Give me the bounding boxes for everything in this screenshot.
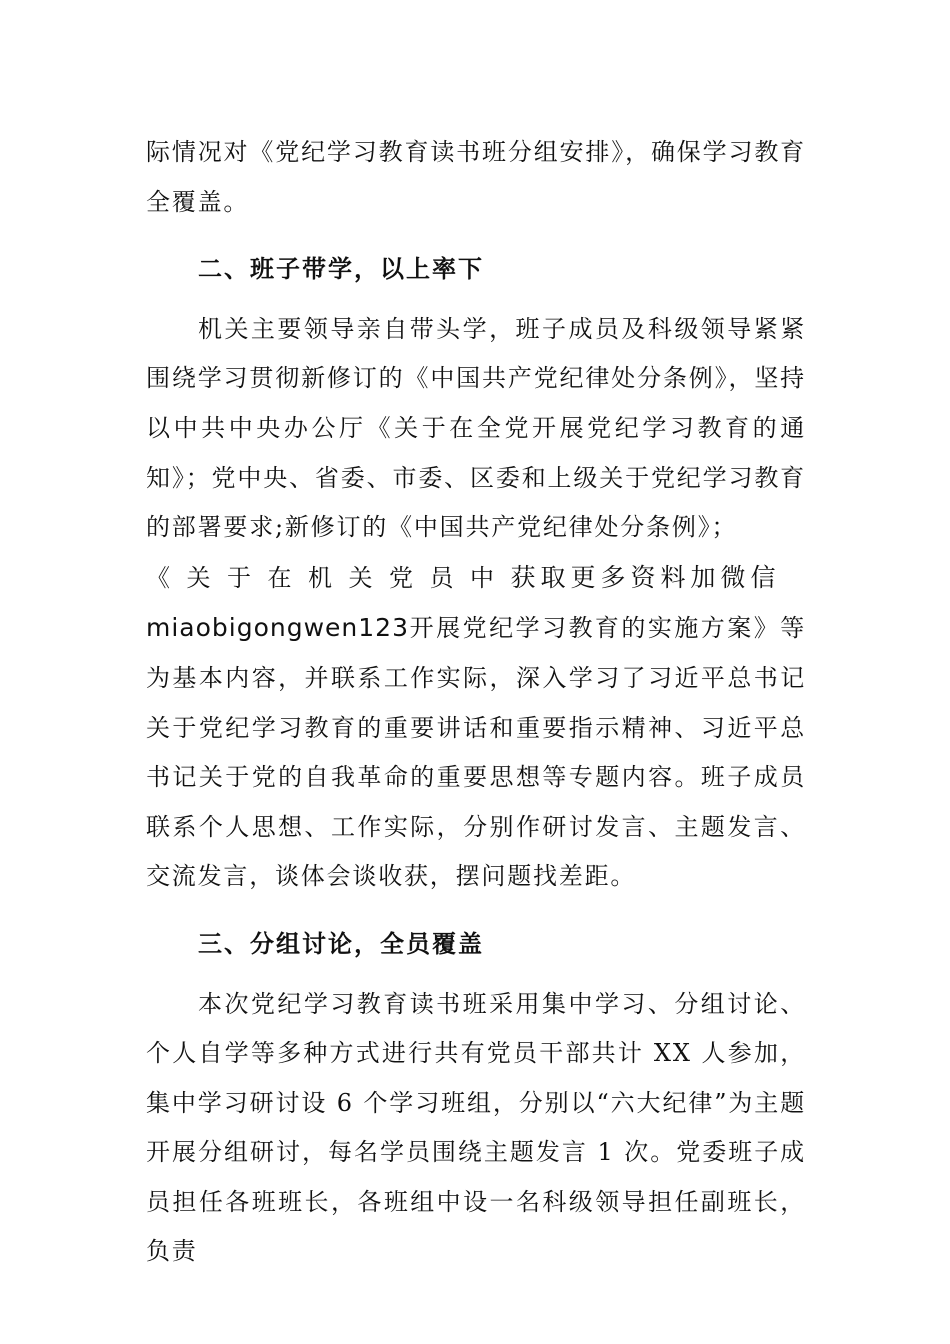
section-heading-3: 三、分组讨论，全员覆盖 xyxy=(198,929,484,958)
watermark-promo-text: 获取更多资料加微信 xyxy=(510,562,781,592)
paragraph-text-a: 机关主要领导亲自带头学，班子成员及科级领导紧紧围绕学习贯彻新修订的《中国共产党纪律处分条例》，坚持以中共中央办公厅《关于在全党开展党纪学习教育的通知》；党中央、省委、市委、区委和上级关于党纪学习教育的部署要求;新修订的《中国共产党纪律处分条例》； xyxy=(146,314,806,542)
paragraph-continuation: 际情况对《党纪学习教育读书班分组安排》，确保学习教育全覆盖。 xyxy=(146,138,806,216)
paragraph-text-b: 开展党纪学习教育的实施方案》等为基本内容，并联系工作实际，深入学习了习近平总书记关于党纪学习教育的重要讲话和重要指示精神、习近平总书记关于党的自我革命的重要思想等专题内容。班子成员联系个人思想、工作实际，分别作研讨发言、主题发言、交流发言，谈体会谈收获，摆问题找差距。 xyxy=(146,614,806,891)
paragraph-leadership-study xyxy=(146,305,806,902)
paragraph-group-discussion: 本次党纪学习教育读书班采用集中学习、分组讨论、个人自学等多种方式进行共有党员干部共计 XX 人参加，集中学习研讨设 6 个学习班组，分别以“六大纪律”为主题开展分组研讨，每名学员围绕主题发言 1 次。党委班子成员担任各班班长，各班组中设一名科级领导担任副班长，负责 xyxy=(146,989,806,1266)
watermark-promo-id: miaobigongwen123 xyxy=(146,613,409,643)
document-body xyxy=(146,128,806,1277)
section-heading-2: 二、班子带学，以上率下 xyxy=(198,255,484,284)
spread-text: 《关于在机关党员中 xyxy=(146,563,511,592)
